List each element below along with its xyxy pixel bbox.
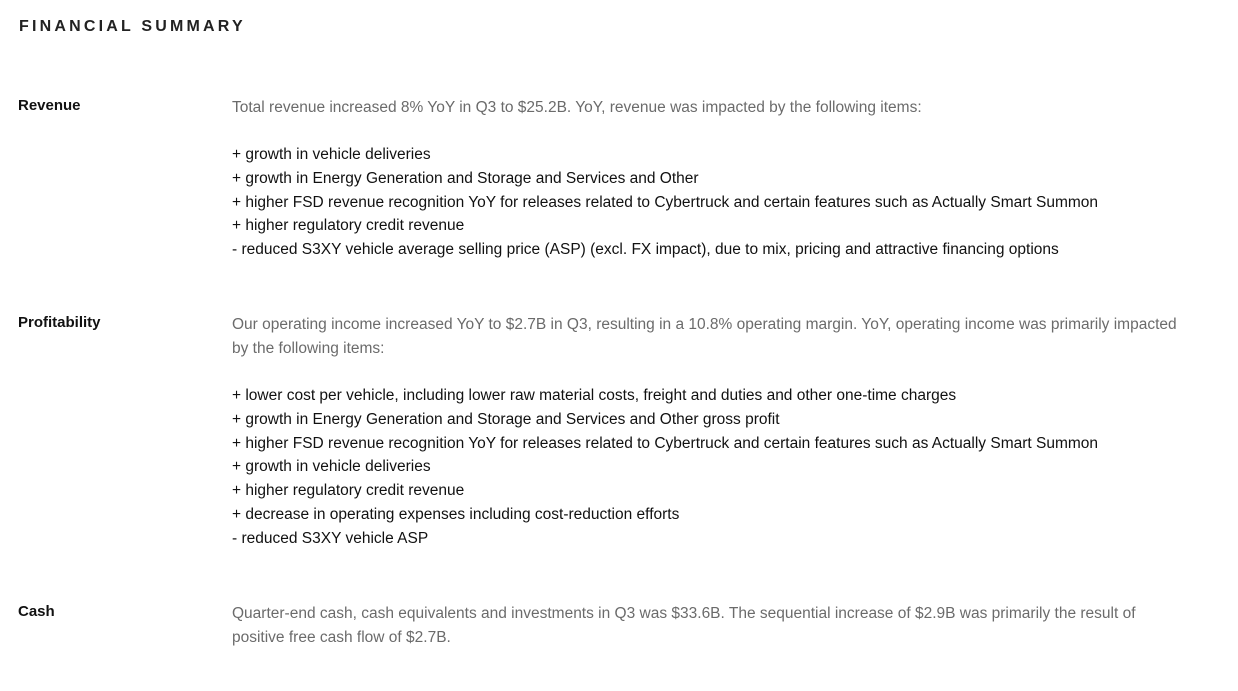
list-item: + decrease in operating expenses including cost-reduction efforts [232,505,680,523]
list-item: + growth in vehicle deliveries [232,458,431,476]
revenue-items-list [232,143,1182,262]
list-item: - reduced S3XY vehicle average selling price (ASP) (excl. FX impact), due to mix, pricing and attractive financing options [232,241,1059,259]
list-item: + growth in Energy Generation and Storage and Services and Other [232,169,699,187]
list-item: + growth in vehicle deliveries [232,146,431,163]
page-title: FINANCIAL SUMMARY [19,18,246,35]
list-item: - reduced S3XY vehicle ASP [232,529,429,547]
list-item: + higher FSD revenue recognition YoY for releases related to Cybertruck and certain features such as Actually Smart Summon [232,434,1099,452]
section-label-revenue: Revenue [18,97,81,114]
list-item: + higher FSD revenue recognition YoY for releases related to Cybertruck and certain features such as Actually Smart Summon [232,193,1099,211]
profitability-items-list [232,384,1182,551]
list-item: + growth in Energy Generation and Storage and Services and Other gross profit [232,410,780,428]
section-label-profitability: Profitability [18,314,101,331]
list-item: + higher regulatory credit revenue [232,217,465,235]
list-item: + lower cost per vehicle, including lower raw material costs, freight and duties and other one-time charges [232,387,957,404]
revenue-summary: Total revenue increased 8% YoY in Q3 to $25.2B. YoY, revenue was impacted by the following items: [232,99,922,116]
cash-summary: Quarter-end cash, cash equivalents and investments in Q3 was $33.6B. The sequential increase of $2.9B was primarily the result of positive free cash flow of $2.7B. [232,605,1136,646]
profitability-summary: Our operating income increased YoY to $2.7B in Q3, resulting in a 10.8% operating margin. YoY, operating income was primarily impacted by the following items: [232,316,1177,357]
revenue-body [232,96,1182,262]
cash-body [232,602,1182,650]
list-item: + higher regulatory credit revenue [232,482,465,500]
profitability-body [232,313,1182,551]
section-label-cash: Cash [18,603,55,620]
